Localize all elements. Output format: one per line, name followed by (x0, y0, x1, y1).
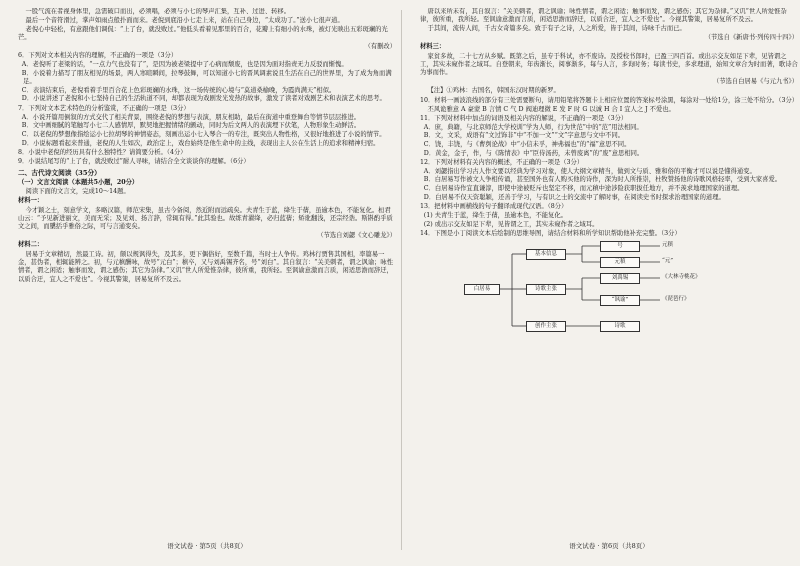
material-1-label: 材料一： (18, 197, 44, 205)
q13-item-1: (1) 夫青生于蓝，绛生于蒨，虽逾本色，不能复化。 (423, 211, 567, 219)
q11-option-c: C．饶，丰饶，与《曹刿论战》中“小信未孚，神弗福也”的“福”意思不同。 (423, 141, 631, 149)
q6-option-d: D．小说讲述了老倪和小七坚持自己的生活轨道不同，却都表现为戏剧发光发热的故事，激发了读者对戏剧艺术和表演艺术的思考。 (21, 95, 386, 103)
q7-option-d: D．小说标题看起来普通，老倪的人生如次，政治定上，戏台始终是他生命中的主线，表现出主人公在生活上的追求和精神归宿。 (21, 139, 380, 147)
q11-option-b: B．文，文采，成语有“文过饰非”中“不加一文”“文”字意思与文中不同。 (423, 132, 625, 140)
q6-option-b: B．小说着力描写了朋友相见的场景，两人寒暄瞬间，拉琴鼓舞，可以知道小七的晋风调素说且生活在自己的世界里，为了成为角而满足。 (21, 69, 392, 86)
mind-map-branch: 创作主张 (526, 321, 566, 332)
mind-map-diagram (460, 240, 790, 338)
question-12: 12．下列对材料有关内容的概述，不正确的一项是（3分） (420, 159, 584, 166)
page-footer: 语文试卷 · 第6页（共8页） (569, 542, 649, 550)
mind-map-label: 元稹 (662, 242, 674, 249)
question-14: 14．下图是小丁阅读文本后绘制的思维导图，请结合材料和所学知识帮助他补充完整。（3分） (420, 229, 681, 237)
q6-option-c: C．表演结束后，老倪看着手里百合花上色彩斑斓的水珠，这一场传统的心境与“莫道桑榆晚，为霞尚满天”相似。 (21, 86, 336, 94)
story-paragraph: 老倪心中轻松，有意跟他们调侃：“上了台，就没败过。”他低头看着见那里的百合，花瓣上有细小的水珠，被灯光映出五彩斑斓的光芒。 (18, 25, 388, 42)
mind-map-label: “元” (662, 258, 674, 265)
q7-option-b: B．文中画细腻的笔触写小七二人感情厚，默契地把握情绪的颤动，同时为后文两人的表演埋下伏笔，人物形象生动鲜活。 (21, 122, 361, 130)
material-2-label: 材料二： (18, 241, 44, 249)
mind-map-leaf: 诗歌 (600, 321, 640, 332)
material-3-text: 家贫多故，二十七方从乡赋。既第之后，虽专于科试，亦不废诗。及授校书郎时，已盈三四百首。或出示交友如足下辈，见皆谓之工，其实未窥作者之域耳。自登朝来，年齿渐长，阅事渐多，每与人言，多询时务；每读书史，多求理道，始知文章合为时而著，歌诗合为事而作。 (420, 52, 798, 77)
material-2-continued: 于其间，流传人间，千古女奇篇多矣。致于有子之诗，人之所爱，皆于其间，诗咏千古而已。 (427, 25, 686, 33)
q12-option-b: B．白居易写作被文人争相传诵，甚至国外也有人购买他的诗作，深为时人所推崇，杜牧赞扬他的诗歌风格轻率，受到大家喜爱。 (423, 176, 782, 184)
question-6: 6．下列对文本相关内容的理解，不正确的一项是（3分） (18, 52, 178, 60)
material-1-source: （节选自刘勰《文心雕龙》） (317, 232, 396, 240)
subsection-title: （一）文言文阅读（本题共5小题，20分） (18, 178, 139, 186)
question-13: 13．把材料中画横线的句子翻译成现代汉语。（8分） (420, 203, 568, 211)
question-9: 9．小说结尾写的“上了台，就没败过”耐人寻味，请结合全文谈谈你的理解。（6分） (18, 158, 250, 166)
mind-map-leaf: 刘禹锡 (600, 273, 640, 284)
question-10: 10．材料一画波浪线的部分有三处需要断句，请用铅笔将答题卡上相应位置的答案标号涂黑，每涂对一处给1分，涂三处不给分。（3分） (420, 96, 798, 104)
question-11: 11．下列对材料中加点的词语及相关内容的解说，不正确的一项是（3分） (420, 114, 628, 122)
page-footer: 语文试卷 · 第5页（共8页） (167, 542, 247, 550)
q12-option-c: C．白居易诗作宜直谦淳，即使中途被贬斥也坚定不移，而元稹中途涉险获职拔任地方，并不羡求地理国家的道理。 (423, 185, 744, 193)
mind-map-branch: 基本信息 (526, 249, 566, 260)
page-6 (420, 8, 798, 558)
mind-map-label: 《琵琶行》 (662, 296, 690, 303)
mind-map-label: 《大林寺桃花》 (662, 274, 701, 281)
story-paragraph: 最后一个音符滑过，掌声如雨点般扑面而来。老倪到底沿小七走上来，站在自己身边，“太成功了。”送小七很声道。 (25, 16, 344, 24)
material-2-continued: 唐以来所未有，其自叙言：“关美刺者，谓之讽谕；咏性情者，谓之闲适；触事而发，谓之感伤；其它为杂律。”又讥“世人所爱惟杂律，彼所重，我所轻。至讽谕意激而言质，闲适思澹而辞迂，以质合迂，宜人之不爱也”。今视其警策，居易复所不及云。 (420, 8, 787, 24)
page-divider (401, 10, 402, 550)
material-3-source: （节选自白居易《与元九书》） (712, 78, 798, 86)
q7-option-c: C．以老倪的梦想像指绘运小七拉胡琴的神情姿态，刻画出运小七入琴合一的专注，既突出人物性格，又很好地推进了小说的情节。 (21, 130, 386, 138)
q12-option-d: D．白居易不仅天资聪颖，还善于学习，与有识之士的交流中了解时事，在阅读史书时探求治理国家的道理。 (423, 193, 725, 201)
mind-map-branch: 诗歌主张 (526, 284, 566, 295)
question-8: 8．小说中老倪的经历具有什么独特性？请简要分析。（4分） (18, 148, 187, 156)
mind-map-leaf: 号 (600, 241, 640, 252)
q11-option-d: D．黄金，金子，作，与《陈情表》中“臣侍汤药，未曾废离”的“废”意思相同。 (423, 149, 644, 157)
subsection-intro: 阅读下面的文言文，完成10～14题。 (25, 188, 130, 196)
q13-item-2: (2) 或出示交友如足下辈，见皆谓之工，其实未窥作者之域耳。 (423, 220, 599, 228)
section-title: 二、古代诗文阅读（35分） (18, 169, 101, 178)
page-5 (18, 8, 396, 558)
mind-map-root: 白居易 (464, 284, 500, 295)
q7-option-a: A．小说开篇用倒叙的方式交代了相关背景，围绕老倪的梦想与表演，朋友相助，最后在街道中重登舞台等情节层层推进。 (21, 113, 361, 121)
question-7: 7．下列对文本艺术特色的分析鉴赏，不正确的一项是（3分） (18, 104, 190, 112)
q11-option-a: A．庶，典籍，与北京师范大学校训“学为人师，行为世范”中的“范”用法相同。 (423, 123, 643, 131)
q10-answer-line: 丕风诡雅意 A 豪蒙 B 言情 C 气 D 阀迪理微 E 发 F 时 G 以诚 H 合 I 宜人之 J 不爱也。 (427, 105, 675, 113)
q6-option-a: A．老倪听了老梁的话，“一点力气也没有了”，是因为被老梁提中了心病而颓废，也是因为面对指责无力反驳而惭愧。 (21, 61, 348, 69)
story-paragraph: 一股气流在者视身体里，急需破口而出，必须唱，必须与小七的琴声汇集，互补、过进、转移。 (25, 8, 291, 15)
mind-map-leaf: “讽谕” (600, 295, 640, 306)
q12-option-a: A．刘勰指出学习古人作文要以经典为学习对象，使人大纲文章精当，做到文与质、雅和俗的平衡才可以说是懂得通变。 (423, 167, 756, 175)
material-3-label: 材料三： (420, 43, 446, 51)
annotation-note: 【注】①鸡林：古国名，韩国东汉时期的新罗。 (427, 87, 560, 95)
material-1-text: 今才颖之士，刻意学文，多略汉篇，师范宋集，虽古今备阅，然近附而远疏矣。夫青生于蓝，绛生于蒨，虽逾本色，不能复化。桓君山云：“予见新进丽文，美而无采；及见刘、扬言辞，常辄有得。”此其验也。故练青濯绛，必归蓝蒨；矫讹翻浅，还宗经诰。斯斟酌乎质文之间，而櫽括乎雅俗之际，可与言通变矣。 (18, 206, 393, 231)
mind-map-leaf: 元稹 (600, 257, 640, 268)
material-2-source: （节选自《新唐书·列传四十四》） (704, 34, 798, 42)
excerpt-note: （有删改） (364, 42, 396, 50)
material-2-text: 居易于文章精切，然最工诗。初，颇以规讽得失，及其多，更下偶俗好，至数千篇，当时士人争传。鸡林行贾售其国相，率篇易一金，甚伪者，相辄能辨之。初，与元稹酬咏，故号“元白”；稹卒，又与刘禹锡齐名，号“刘白”。其自叙言：“关美刺者，谓之讽谕；咏性情者，谓之闲适；触事而发，谓之感伤；其它为杂律。”又讥“世人所爱惟杂律，彼所重，我所轻。至讽谕意激而言质，闲适思澹而辞迂，以质合迂，宜人之不爱也”。今视其警策，居易复所不及云。 (18, 250, 394, 283)
